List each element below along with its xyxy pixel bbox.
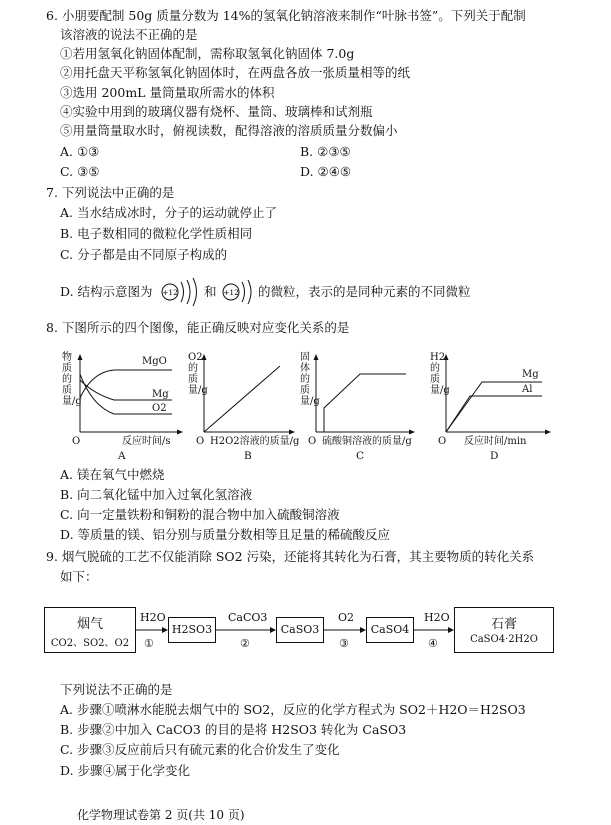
q6-statement-5: ⑤用量筒量取水时，俯视读数，配得溶液的溶质质量分数偏小 <box>60 123 398 138</box>
graph-a-xlabel: 反应时间/s <box>122 436 171 447</box>
q6-option-d: D. ②④⑤ <box>300 164 352 179</box>
q6-option-b: B. ②③⑤ <box>300 144 351 159</box>
atom-structure-diagram-2 <box>218 277 258 307</box>
curve-solid-mass <box>324 374 406 432</box>
q7-option-d-and: 和 <box>204 284 217 299</box>
graph-a-origin: O <box>72 436 81 447</box>
curve-al-h2 <box>446 396 542 432</box>
graph-c <box>300 352 420 464</box>
atom2-nucleus-label: +12 <box>223 288 239 297</box>
graph-a-label-o2: O2 <box>152 403 167 414</box>
flow-box-flue-gas-title: 烟气 <box>76 617 103 632</box>
q6-stem-line2: 该溶液的说法不正确的是 <box>60 27 198 42</box>
q6-statement-1: ①若用氢氧化钠固体配制，需称取氢氧化钠固体 7.0g <box>60 46 355 61</box>
atom1-nucleus-label: +12 <box>162 288 178 297</box>
q6-statement-4: ④实验中用到的玻璃仪器有烧杯、量筒、玻璃棒和试剂瓶 <box>60 104 373 119</box>
q7-option-a: A. 当水结成冰时，分子的运动就停止了 <box>60 205 277 220</box>
graph-d-ylabel: H2的质量/g <box>430 352 450 396</box>
q6-option-c: C. ③⑤ <box>60 164 100 179</box>
graph-c-ylabel: 固体的质量/g <box>300 352 320 407</box>
graph-c-origin: O <box>308 436 317 447</box>
q9-sub-stem: 下列说法不正确的是 <box>60 682 173 697</box>
graph-a-ylabel: 物质的质量/g <box>62 352 82 407</box>
graph-d <box>430 352 560 464</box>
q7-option-b: B. 电子数相同的微粒化学性质相同 <box>60 226 253 241</box>
flow-box-h2so3: H2SO3 <box>168 617 216 643</box>
q6-stem-line1: 6. 小朋要配制 50g 质量分数为 14%的氢氧化钠溶液来制作“叶脉书签”。下列关于配制 <box>46 8 526 23</box>
q6-statement-3: ③选用 200mL 量筒量取所需水的体积 <box>60 85 275 100</box>
q7-stem: 7. 下列说法中正确的是 <box>46 185 175 200</box>
graph-d-xlabel: 反应时间/min <box>464 436 527 447</box>
flow-step1-reagent: H2O <box>140 611 166 624</box>
flow-step1-number: ① <box>144 637 154 650</box>
graph-d-label-al: Al <box>522 384 533 395</box>
graph-c-xlabel: 硫酸铜溶液的质量/g <box>322 436 412 447</box>
q8-option-d: D. 等质量的镁、铝分别与质量分数相等且足量的稀硫酸反应 <box>60 527 391 542</box>
flow-box-flue-gas-components: CO2、SO2、O2 <box>50 638 130 649</box>
q9-option-b: B. 步骤②中加入 CaCO3 的目的是将 H2SO3 转化为 CaSO3 <box>60 722 407 737</box>
graph-d-caption: D <box>490 450 499 462</box>
q8-option-c: C. 向一定量铁粉和铜粉的混合物中加入硫酸铜溶液 <box>60 507 340 522</box>
flow-box-caso4: CaSO4 <box>366 617 414 643</box>
page-footer: 化学物理试卷第 2 页(共 10 页) <box>77 808 245 822</box>
graph-b-ylabel: O2的质量/g <box>188 352 208 396</box>
graph-d-label-mg: Mg <box>522 369 539 380</box>
q8-stem: 8. 下图所示的四个图像，能正确反映对应变化关系的是 <box>46 320 350 335</box>
graph-b-origin: O <box>196 436 205 447</box>
q7-option-d-prefix: D. 结构示意图为 <box>60 284 153 299</box>
graph-b-caption: B <box>244 450 252 462</box>
q6-statement-2: ②用托盘天平称氢氧化钠固体时，在两盘各放一张质量相等的纸 <box>60 65 411 80</box>
flow-step4-reagent: H2O <box>424 611 450 624</box>
graph-a-label-mg: Mg <box>152 389 169 400</box>
graph-a-label-mgo: MgO <box>142 356 167 367</box>
flow-step3-reagent: O2 <box>338 611 355 624</box>
graph-d-origin: O <box>438 436 447 447</box>
graph-a <box>62 352 187 464</box>
flow-box-gypsum-title: 石膏 <box>490 617 517 632</box>
flow-step2-number: ② <box>240 637 250 650</box>
flow-step2-reagent: CaCO3 <box>228 611 268 624</box>
q9-stem-line2: 如下： <box>60 569 98 584</box>
q9-stem-line1: 9. 烟气脱硫的工艺不仅能消除 SO2 污染，还能将其转化为石膏，其主要物质的转化关系 <box>46 549 535 564</box>
q9-option-a: A. 步骤①喷淋水能脱去烟气中的 SO2，反应的化学方程式为 SO2＋H2O＝H2SO3 <box>60 702 526 717</box>
q7-option-d-suffix: 的微粒，表示的是同种元素的不同微粒 <box>258 284 471 299</box>
curve-o2-mass <box>204 366 280 432</box>
q9-option-d: D. 步骤④属于化学变化 <box>60 763 191 778</box>
q8-option-a: A. 镁在氧气中燃烧 <box>60 467 165 482</box>
flow-arrows <box>44 605 574 663</box>
flow-step3-number: ③ <box>339 637 349 650</box>
q6-option-a: A. ①③ <box>60 144 100 159</box>
graph-c-caption: C <box>356 450 365 462</box>
q7-option-c: C. 分子都是由不同原子构成的 <box>60 247 228 262</box>
q9-option-c: C. 步骤③反应前后只有硫元素的化合价发生了变化 <box>60 742 340 757</box>
flow-box-caso3: CaSO3 <box>276 617 324 643</box>
q8-option-b: B. 向二氧化锰中加入过氧化氢溶液 <box>60 487 253 502</box>
process-flow-diagram <box>44 605 574 663</box>
atom-structure-diagram-1 <box>157 277 203 307</box>
graph-b-xlabel: H2O2溶液的质量/g <box>210 436 300 447</box>
flow-step4-number: ④ <box>428 637 438 650</box>
graph-b <box>188 352 298 464</box>
graph-a-caption: A <box>118 450 126 462</box>
flow-box-gypsum-formula: CaSO4·2H2O <box>470 634 538 645</box>
